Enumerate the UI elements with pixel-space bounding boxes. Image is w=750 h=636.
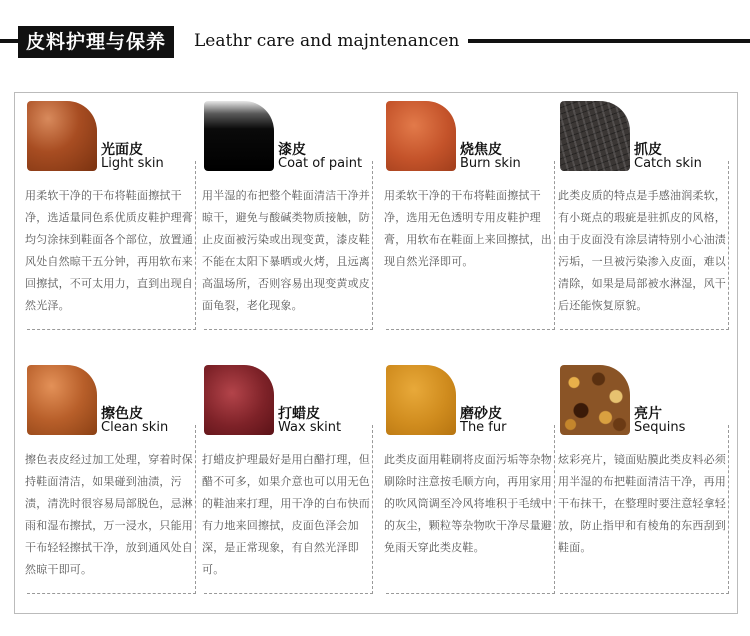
dotted-border <box>560 425 729 594</box>
section-header <box>0 0 750 72</box>
header-rule-right <box>468 39 750 43</box>
card-description: 用柔软干净的干布将鞋面擦拭干净，选适量同色系优质皮鞋护理膏均匀涂抹到鞋面各个部位，放置通风处自然晾干五分钟，再用软布来回擦拭，不可太用力，直到出现自然光泽。 <box>25 189 193 312</box>
header-rule-left <box>0 39 18 43</box>
card-description: 用柔软干净的干布将鞋面擦拭干净，选用无色透明专用皮鞋护理膏，用软布在鞋面上来回擦拭，出现自然光泽即可。 <box>384 189 552 268</box>
dotted-border <box>27 425 196 594</box>
dotted-border <box>27 161 196 330</box>
card-title-zh: 擦色皮 <box>101 406 143 422</box>
dotted-border <box>386 161 555 330</box>
card-description: 擦色表皮经过加工处理，穿着时保持鞋面清洁，如果碰到油渍，污渍，清洗时很容易局部脱色，忌淋雨和湿布擦拭，万一浸水，只能用干布轻轻擦拭干净，放到通风处自然晾干即可。 <box>25 453 193 576</box>
card-description: 此类皮面用鞋刷将皮面污垢等杂物刷除时注意按毛顺方向，再用家用的吹风筒调至冷风将堆积于毛绒中的灰尘，颗粒等杂物吹干净尽量避免雨天穿此类皮鞋。 <box>384 453 552 554</box>
card-title-en: Clean skin <box>101 420 169 435</box>
card-title-en: Coat of paint <box>278 156 363 171</box>
card-description: 此类皮质的特点是手感油润柔软，有小斑点的瑕疵是驻抓皮的风格，由于皮面没有涂层请特别小心油渍污垢，一旦被污染渗入皮面，难以清除，如果是局部被水淋湿，风干后还能恢复原貌。 <box>558 189 726 312</box>
card-title-zh: 漆皮 <box>278 142 306 158</box>
card-description: 用半湿的布把整个鞋面清洁干净并晾干，避免与酸碱类物质接触，防止皮面被污染或出现变黄，漆皮鞋不能在太阳下暴晒或火烤，且远离高温场所，否则容易出现变黄或皮面龟裂，老化现象。 <box>202 189 370 312</box>
card-title-zh: 打蜡皮 <box>278 406 320 422</box>
card-title-en: Sequins <box>634 420 686 435</box>
card-description: 炫彩亮片，镜面贴膜此类皮料必须用半湿的布把鞋面清洁干净，再用干布抹干，在整理时要注意轻拿轻放，防止指甲和有棱角的东西刮到鞋面。 <box>558 453 726 554</box>
dotted-border <box>386 425 555 594</box>
card-title-en: Catch skin <box>634 156 702 171</box>
card-title-en: Wax skint <box>278 420 342 435</box>
dotted-border <box>204 425 373 594</box>
dotted-border <box>204 161 373 330</box>
header-title-en: Leathr care and majntenancen <box>194 31 460 51</box>
card-title-zh: 磨砂皮 <box>460 406 502 422</box>
care-panel <box>14 92 738 614</box>
card-title-en: Burn skin <box>460 156 521 171</box>
header-title-zh: 皮料护理与保养 <box>18 26 174 58</box>
card-title-en: The fur <box>460 420 507 435</box>
card-title-zh: 抓皮 <box>634 142 662 158</box>
card-title-zh: 烧焦皮 <box>460 142 502 158</box>
card-description: 打蜡皮护理最好是用白醋打理，但醋不可多，如果介意也可以用无色的鞋油来打理，用干净的白布快而有力地来回擦拭，皮面色泽会加深，是正常现象，有自然光泽即可。 <box>202 453 370 576</box>
card-title-zh: 光面皮 <box>101 142 143 158</box>
dotted-border <box>560 161 729 330</box>
card-title-zh: 亮片 <box>634 406 662 422</box>
card-title-en: Light skin <box>101 156 164 171</box>
